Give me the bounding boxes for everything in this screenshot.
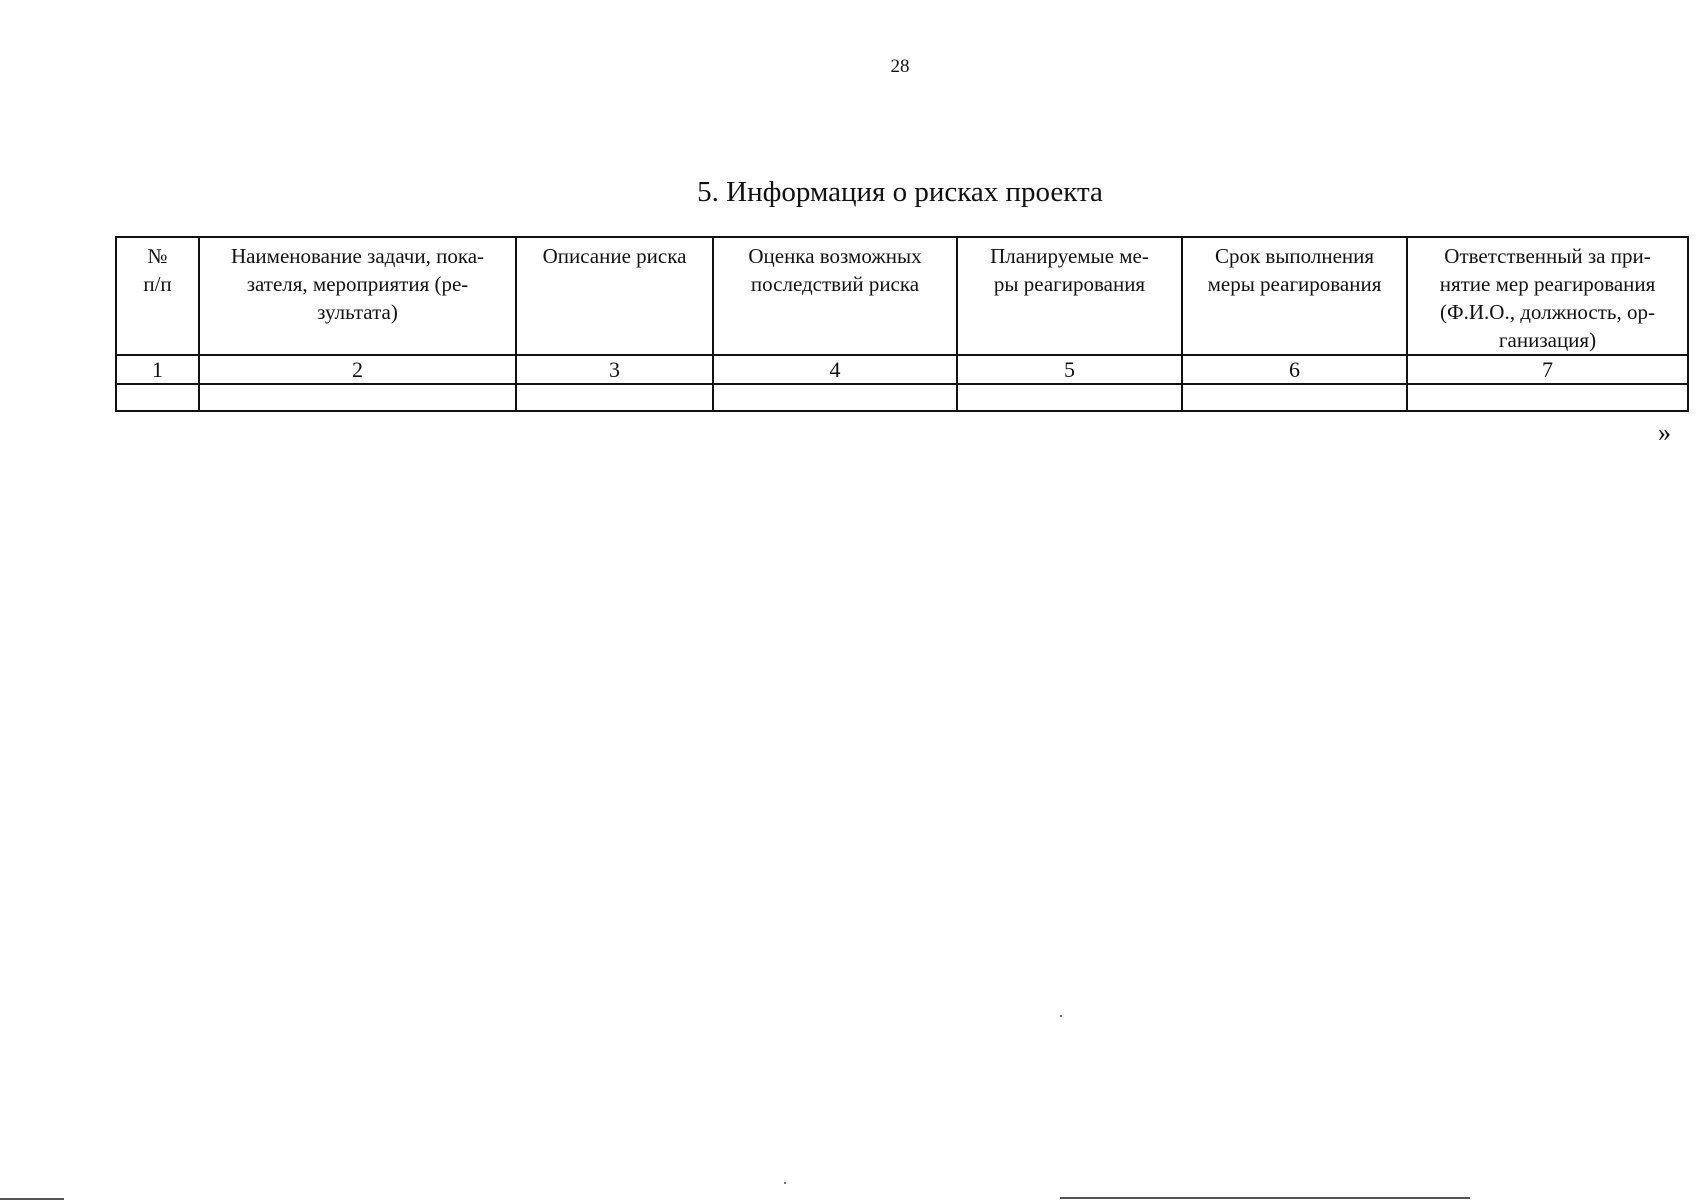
header-cell-deadline [1182,237,1407,355]
column-number-row [116,355,1688,384]
header-line: Планируемые ме- [990,244,1149,268]
header-cell-task-name [199,237,516,355]
scan-artifact-dot [784,1182,786,1184]
header-line: Оценка возможных [748,244,922,268]
column-number-cell: 4 [713,355,957,384]
table-cell [116,384,199,411]
column-number-cell: 5 [957,355,1182,384]
header-line: зателя, мероприятия (ре- [246,272,469,296]
header-line: ры реагирования [993,272,1146,296]
header-line: ганизация) [1498,328,1597,352]
header-line: п/п [143,272,172,296]
table-cell [199,384,516,411]
scan-artifact-line [1060,1197,1470,1199]
closing-quote: » [1658,418,1671,447]
risk-table [115,236,1689,412]
header-line: Наименование задачи, пока- [230,244,485,268]
header-cell-risk-description [516,237,713,355]
header-line: меры реагирования [1207,272,1382,296]
table-cell [1182,384,1407,411]
header-cell-consequences [713,237,957,355]
header-line: (Ф.И.О., должность, ор- [1440,300,1655,324]
header-line: зультата) [317,300,398,324]
column-number-cell: 1 [116,355,199,384]
header-cell-responsible [1407,237,1688,355]
header-line: последствий риска [750,272,920,296]
column-number-cell: 3 [516,355,713,384]
header-line: Срок выполнения [1214,244,1375,268]
table-cell [713,384,957,411]
header-line: Описание риска [542,244,687,268]
header-cell-number [116,237,199,355]
scan-artifact-dot [1060,1015,1062,1017]
column-number-cell: 6 [1182,355,1407,384]
header-line: Ответственный за при- [1444,244,1651,268]
header-cell-planned-measures [957,237,1182,355]
column-number-cell: 2 [199,355,516,384]
header-line: нятие мер реагирования [1439,272,1656,296]
table-cell [516,384,713,411]
column-number-cell: 7 [1407,355,1688,384]
page-number: 28 [890,56,910,77]
table-cell [1407,384,1688,411]
table-row [116,384,1688,411]
header-row [116,237,1688,355]
section-title: 5. Информация о рисках проекта [697,176,1103,208]
header-line: № [147,244,168,268]
table-cell [957,384,1182,411]
